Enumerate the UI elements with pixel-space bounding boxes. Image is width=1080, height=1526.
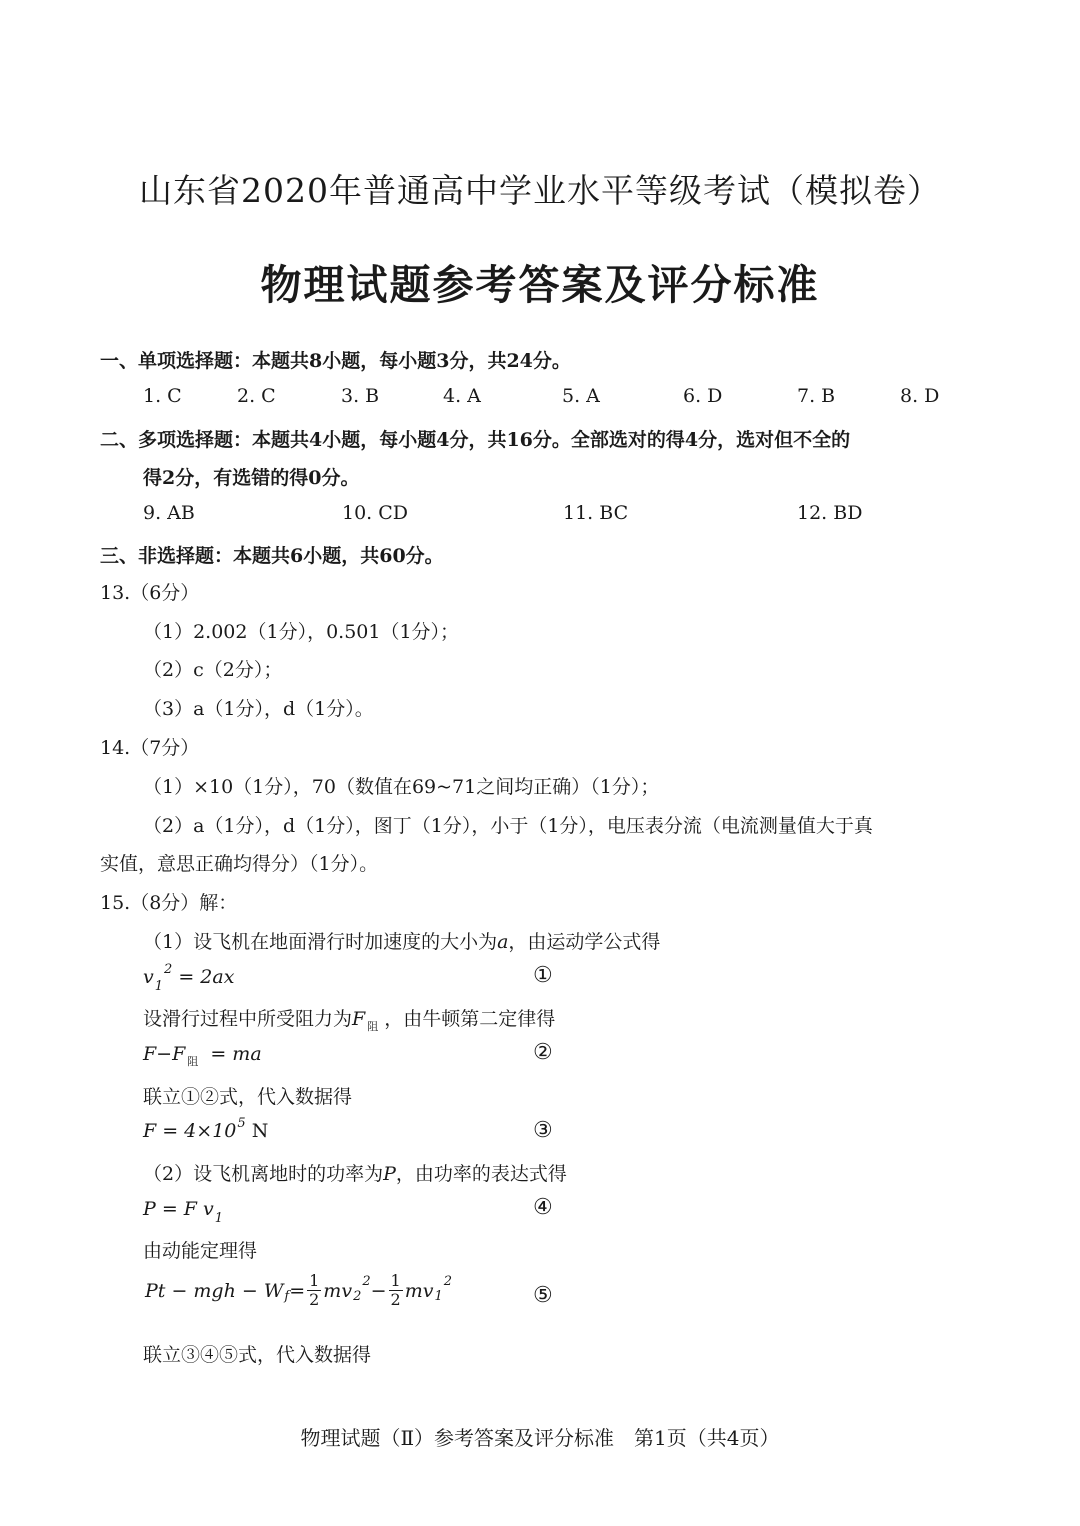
- answer-10: 10. CD: [342, 502, 409, 524]
- q15-step6: 联立③④⑤式，代入数据得: [143, 1344, 372, 1366]
- equation-4: P = F $v_1$: [143, 1198, 224, 1226]
- q15-label: 15.（8分）解：: [100, 892, 238, 914]
- exam-title: 山东省2020年普通高中学业水平等级考试（模拟卷）: [139, 171, 941, 210]
- equation-2: F−F $_阻$ = ma: [143, 1043, 262, 1068]
- q15-step1: （1）设飞机在地面滑行时加速度的大小为a，由运动学公式得: [143, 931, 661, 953]
- equation-5-mark: ⑤: [533, 1283, 553, 1308]
- q15-step2: 设滑行过程中所受阻力为F $_阻$ ，由牛顿第二定律得: [143, 1008, 556, 1033]
- q15-step4: （2）设飞机离地时的功率为P，由功率的表达式得: [143, 1163, 567, 1185]
- var-a: a: [497, 931, 509, 953]
- answer-11: 11. BC: [563, 502, 629, 524]
- section2-heading-line1: 二、多项选择题：本题共4小题，每小题4分，共16分。全部选对的得4分，选对但不全的: [100, 429, 851, 451]
- q14-line2: （2）a（1分），d（1分），图丁（1分），小于（1分），电压表分流（电流测量值大于真: [143, 815, 873, 837]
- section2-heading-line2: 得2分，有选错的得0分。: [143, 467, 360, 489]
- fraction-half-2: $\frac{1}{2}$: [390, 1271, 401, 1309]
- answer-3: 3. B: [341, 385, 380, 407]
- answer-7: 7. B: [797, 385, 836, 407]
- q13-line1: （1）2.002（1分），0.501（1分）；: [143, 621, 460, 643]
- page-footer: 物理试题（Ⅱ）参考答案及评分标准 第1页（共4页）: [300, 1426, 780, 1450]
- equation-3-mark: ③: [533, 1118, 553, 1143]
- answer-1: 1. C: [143, 385, 182, 407]
- answer-9: 9. AB: [143, 502, 195, 524]
- q14-label: 14.（7分）: [100, 737, 200, 759]
- answer-8: 8. D: [900, 385, 940, 407]
- answer-4: 4. A: [443, 385, 481, 407]
- q13-line2: （2）c（2分）；: [143, 659, 283, 681]
- equation-4-mark: ④: [533, 1195, 553, 1220]
- equation-1-mark: ①: [533, 963, 553, 988]
- q13-line3: （3）a（1分），d（1分）。: [143, 698, 374, 720]
- q13-label: 13.（6分）: [100, 582, 200, 604]
- page-title: 物理试题参考答案及评分标准: [260, 261, 820, 309]
- equation-3: $F = 4\times 10^5$ N: [143, 1116, 269, 1142]
- answer-5: 5. A: [562, 385, 600, 407]
- answer-2: 2. C: [237, 385, 276, 407]
- equation-1: $v_1^2 = 2ax$: [143, 962, 235, 994]
- q15-step3: 联立①②式，代入数据得: [143, 1086, 353, 1108]
- q14-line1: （1）×10（1分），70（数值在69~71之间均正确）（1分）；: [143, 776, 660, 798]
- equation-5: Pt − mgh − W f = $\frac{1}{2}$ mv 2 2 − $\frac{1}{2}$ mv 1 2: [145, 1271, 453, 1309]
- equation-2-mark: ②: [533, 1040, 553, 1065]
- answer-12: 12. BD: [797, 502, 863, 524]
- section3-heading: 三、非选择题：本题共6小题，共60分。: [100, 545, 444, 567]
- q15-step5: 由动能定理得: [143, 1240, 258, 1262]
- q14-line3: 实值，意思正确均得分）（1分）。: [100, 853, 379, 875]
- fraction-half-1: $\frac{1}{2}$: [309, 1271, 320, 1309]
- answer-6: 6. D: [683, 385, 723, 407]
- section1-heading: 一、单项选择题：本题共8小题，每小题3分，共24分。: [100, 350, 571, 372]
